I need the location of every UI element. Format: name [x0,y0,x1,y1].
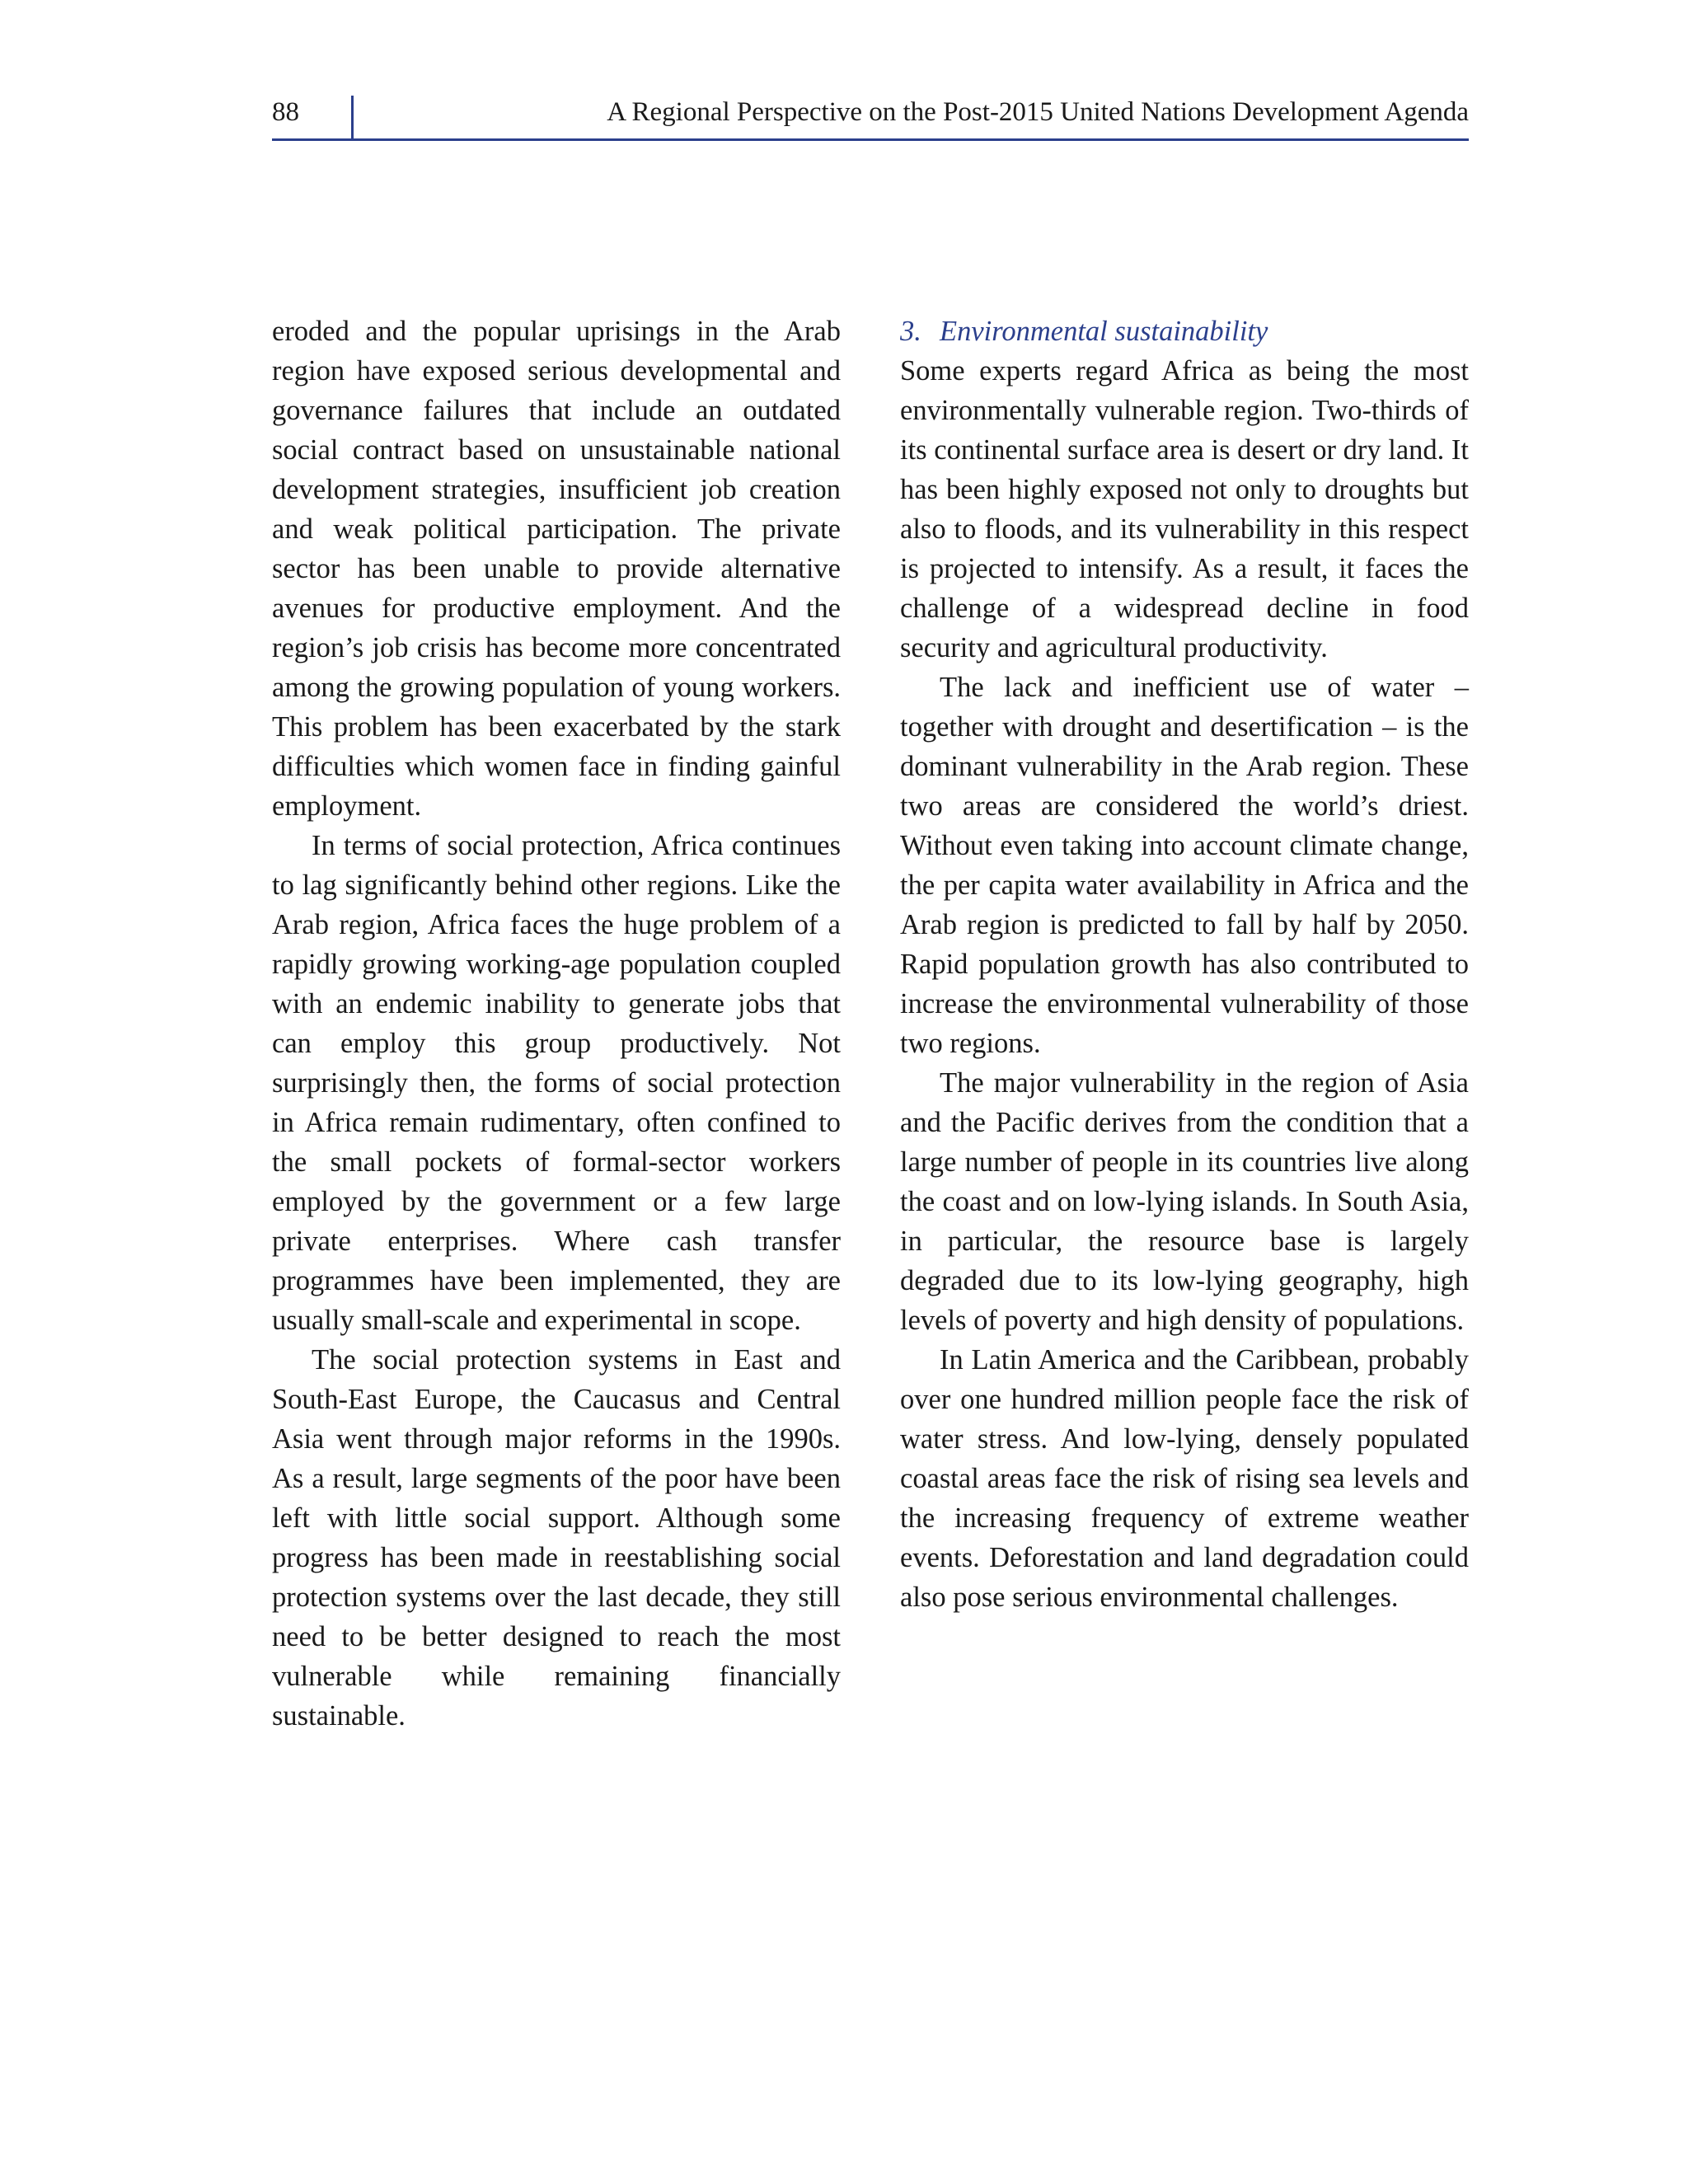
page-header [272,92,1469,141]
header-divider [351,96,354,138]
body-paragraph: The major vulnerability in the region of Asia and the Pacific derives from the condition that a large number of people in its countries live along the coast and on low-lying islands. In South Asia, in particular, the resource base is largely degraded due to its low-lying geography, high levels of poverty and high density of populations. [900,1067,1469,1336]
section-title: Environmental sustainability [940,316,1268,347]
body-paragraph: Some experts regard Africa as being the most environmentally vulnerable region. Two-thirds of its continental surface area is desert or dry land. It has been highly exposed not only to droughts but also to floods, and its vulnerability in this respect is projected to intensify. As a result, it faces the challenge of a widespread decline in food security and agricultural productivity. [900,355,1469,663]
body-paragraph: eroded and the popular uprisings in the Arab region have exposed serious developmental and governance failures that include an outdated social contract based on unsustainable national development strategies, insufficient job creation and weak political participation. The private sector has been unable to provide alternative avenues for productive employment. And the region’s job crisis has become more concentrated among the growing population of young workers. This problem has been exacerbated by the stark difficulties which women face in finding gainful employment. [272,316,841,822]
body-paragraph: The lack and inefficient use of water – together with drought and desertification – is the dominant vulnerability in the Arab region. These two areas are considered the world’s driest. Without even taking into account climate change, the per capita water availability in Africa and the Arab region is predicted to fall by half by 2050. Rapid population growth has also contributed to increase the environmental vulnerability of those two regions. [900,672,1469,1059]
left-column [272,312,841,1736]
right-column [900,312,1469,1617]
page-number: 88 [272,97,299,127]
body-paragraph: The social protection systems in East and South-East Europe, the Caucasus and Central Asia went through major reforms in the 1990s. As a result, large segments of the poor have been left with little social support. Although some progress has been made in reestablishing social protection systems over the last decade, they still need to be better designed to reach the most vulnerable while remaining financially sustainable. [272,1344,841,1732]
section-heading [900,312,1469,351]
body-paragraph: In terms of social protection, Africa continues to lag significantly behind other regions. Like the Arab region, Africa faces the huge problem of a rapidly growing working-age population coupled with an endemic inability to generate jobs that can employ this group productively. Not surprisingly then, the forms of social protection in Africa remain rudimentary, often confined to the small pockets of formal-sector workers employed by the government or a few large private enterprises. Where cash transfer programmes have been implemented, they are usually small-scale and experimental in scope. [272,830,841,1336]
body-paragraph: In Latin America and the Caribbean, probably over one hundred million people face the risk of water stress. And low-lying, densely populated coastal areas face the risk of rising sea levels and the increasing frequency of extreme weather events. Deforestation and land degradation could also pose serious environmental challenges. [900,1344,1469,1613]
section-number: 3. [900,316,921,347]
running-title: A Regional Perspective on the Post-2015 United Nations Development Agenda [607,97,1469,127]
